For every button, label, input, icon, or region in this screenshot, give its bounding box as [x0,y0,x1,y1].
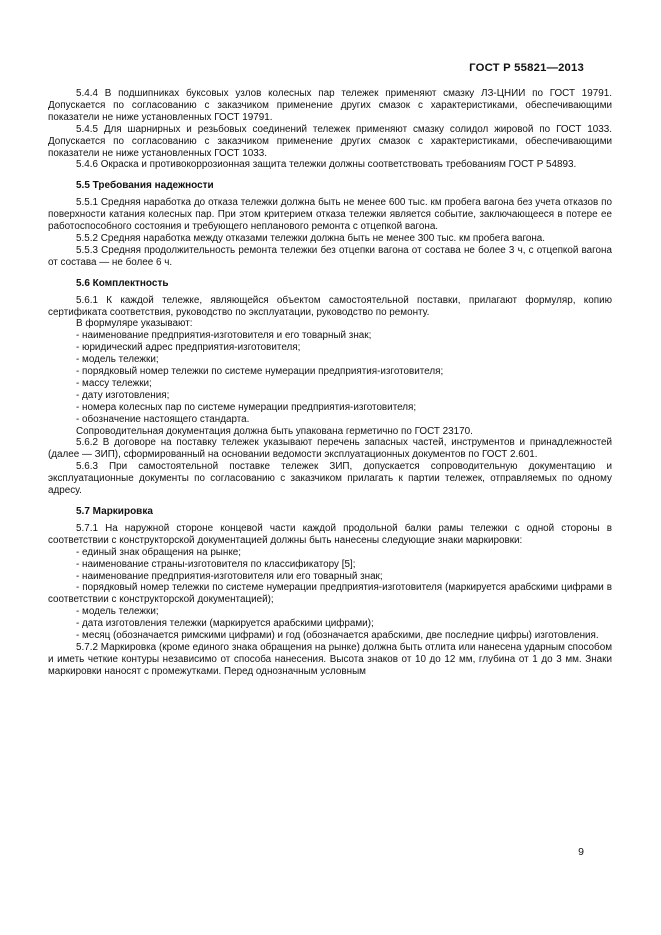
list-item: - номера колесных пар по системе нумерации предприятия-изготовителя; [76,401,417,413]
section-heading-5-5: 5.5 Требования надежности [76,180,214,192]
list-item: - дату изготовления; [76,389,170,401]
paragraph-5-7-1: 5.7.1 На наружной стороне концевой части каждой продольной балки рамы тележки с одной стороны в соответствии с конструкторской документацией должны быть нанесены следующие знаки маркировки: [48,522,612,546]
list-item: - месяц (обозначается римскими цифрами) и год (обозначается арабскими, две последние цифры) изготовления. [76,630,599,642]
list-item: - наименование страны-изготовителя по классификатору [5]; [76,558,356,570]
list-item: - порядковый номер тележки по системе нумерации предприятия-изготовителя; [76,366,444,378]
list-item: - дата изготовления тележки (маркируется арабскими цифрами); [76,618,374,630]
paragraph-5-6-3: 5.6.3 При самостоятельной поставке тележек ЗИП, допускается сопроводительную документацию и эксплуатационные документы по согласованию с заказчиком прилагать к партии тележек, отправляемых по одному адресу. [48,461,612,497]
list-item: - модель тележки; [76,606,159,618]
list-item: - юридический адрес предприятия-изготовителя; [76,342,301,354]
list-item: - обозначение настоящего стандарта. [76,413,250,425]
section-heading-5-7: 5.7 Маркировка [76,506,153,517]
paragraph-5-7-2: 5.7.2 Маркировка (кроме единого знака обращения на рынке) должна быть отлита или нанесена ударным способом и иметь четкие контуры независимо от способа нанесения. Высота знаков от 10 до 12 мм, глубина от 1 до 3 мм. Знаки маркировки наносят с промежутками. Перед однозначным условным [48,641,612,677]
list-item: - единый знак обращения на рынке; [76,546,242,558]
paragraph-5-6-1-intro: В формуляре указывают: [76,318,193,330]
document-body [48,88,612,678]
paragraph-5-4-5: 5.4.5 Для шарнирных и резьбовых соединений тележек применяют смазку солидол жировой по ГОСТ 1033. Допускается по согласованию с заказчиком применение других смазок с характеристиками, обеспечивающими показатели не ниже установленных ГОСТ 1033. [48,123,612,159]
list-item: - наименование предприятия-изготовителя и его товарный знак; [76,330,372,342]
list-item: - порядковый номер тележки по системе нумерации предприятия-изготовителя (маркируется арабскими цифрами в соответствии с конструкторской документацией); [48,582,612,606]
list-item: - наименование предприятия-изготовителя или его товарный знак; [76,570,383,582]
paragraph-5-4-4: 5.4.4 В подшипниках буксовых узлов колесных пар тележек применяют смазку ЛЗ-ЦНИИ по ГОСТ 19791. Допускается по согласованию с заказчиком применение других смазок с характеристиками, обеспечивающими показатели не ниже установленных ГОСТ 19791. [48,88,612,123]
paragraph-5-5-2: 5.5.2 Средняя наработка между отказами тележки должна быть не менее 300 тыс. км пробега вагона. [76,232,546,244]
paragraph-5-5-3: 5.5.3 Средняя продолжительность ремонта тележки без отцепки вагона от состава не более 3 ч, с отцепкой вагона от состава — не более 6 ч. [48,244,612,268]
paragraph-5-6-2: 5.6.2 В договоре на поставку тележек указывают перечень запасных частей, инструментов и принадлежностей (далее — ЗИП), сформированный на основании ведомости эксплуатационных документов по ГОСТ 2.601. [48,437,612,461]
paragraph-5-5-1: 5.5.1 Средняя наработка до отказа тележки должна быть не менее 600 тыс. км пробега вагона без учета отказов по поверхности катания колесных пар. При этом критерием отказа тележки является событие, заключающееся в потере ее работоспособного состояния и требующего непланового ремонта с отцепкой вагона. [48,197,612,233]
list-item: - модель тележки; [76,354,159,366]
section-heading-5-6: 5.6 Комплектность [76,277,169,289]
paragraph-5-6-1: 5.6.1 К каждой тележке, являющейся объектом самостоятельной поставки, прилагают формуляр, копию сертификата соответствия, руководство по эксплуатации, руководство по ремонту. [48,294,612,318]
paragraph-5-4-6: 5.4.6 Окраска и противокоррозионная защита тележки должны соответствовать требованиям ГОСТ Р 54893. [76,159,577,171]
paragraph-5-6-1-packaging: Сопроводительная документация должна быть упакована герметично по ГОСТ 23170. [76,425,473,437]
document-code-header: ГОСТ Р 55821—2013 [469,62,584,74]
list-item: - массу тележки; [76,377,152,389]
page-number: 9 [578,846,584,858]
